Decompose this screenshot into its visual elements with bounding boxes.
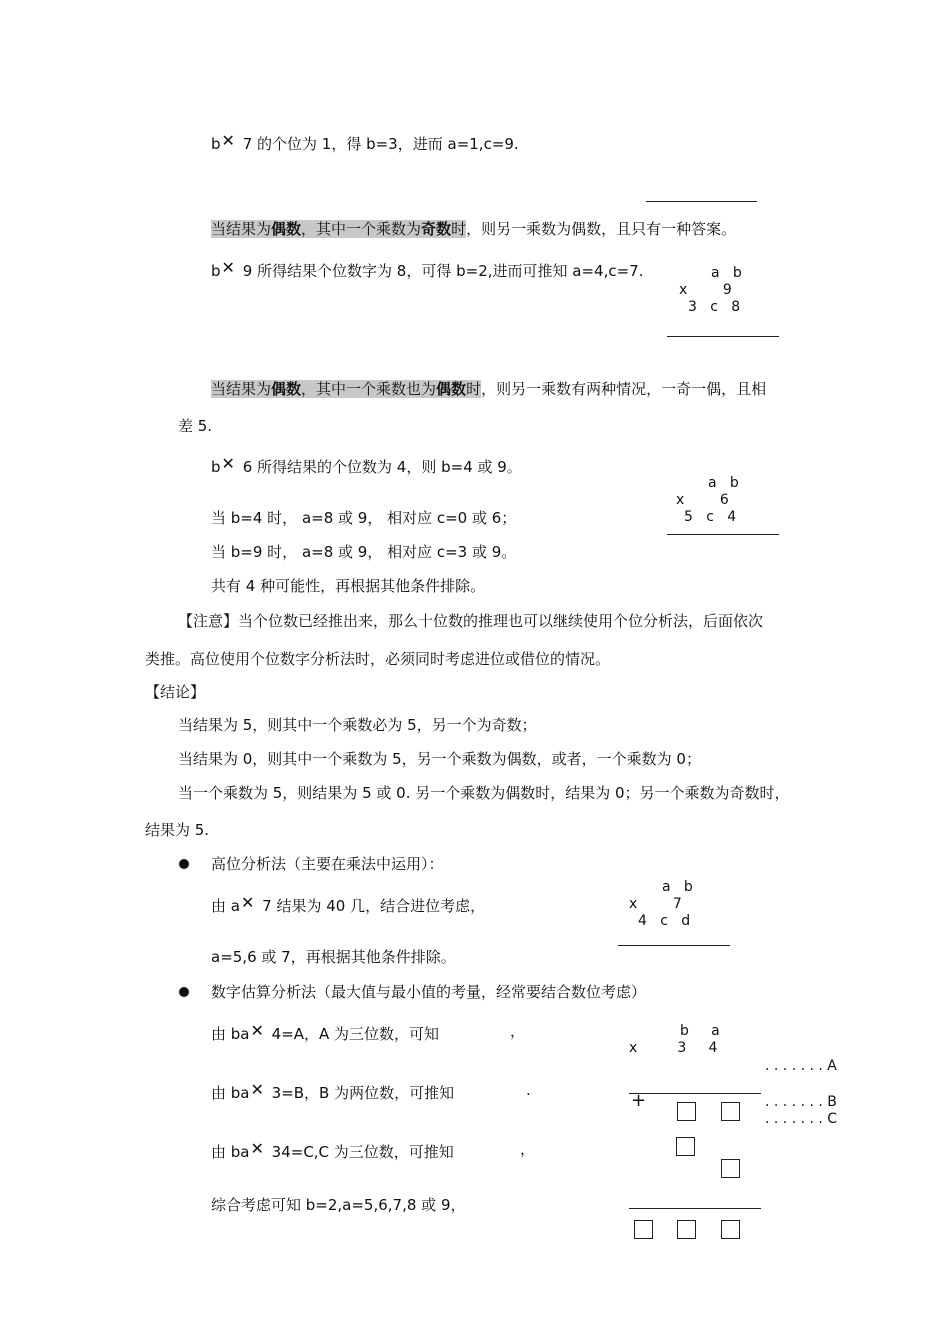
calc3-row2: x 7 <box>629 896 682 912</box>
estimate-line-4: 综合考虑可知 b=2,a=5,6,7,8 或 9， <box>211 1196 466 1214</box>
calc3-rule <box>618 945 730 946</box>
high-pos-title: 高位分析法（主要在乘法中运用）： <box>211 855 444 873</box>
calc4-rule-1 <box>629 1093 761 1094</box>
case-b9: 当 b=9 时， a=8 或 9， 相对应 c=3 或 9。 <box>211 543 517 561</box>
bullet-icon <box>179 987 189 997</box>
multiply-icon: ✕ <box>250 1080 264 1099</box>
multiply-icon: ✕ <box>250 1139 264 1158</box>
rule-even-even: 当结果为偶数，其中一个乘数也为偶数时，则另一乘数有两种情况，一奇一偶，且相 <box>211 380 767 398</box>
estimate-line-2: 由 ba✕ 3=B，B 为两位数，可推知 <box>211 1080 455 1102</box>
calc1-row2: x 9 <box>679 282 732 298</box>
conclusion-3: 当一个乘数为 5，则结果为 5 或 0. 另一个乘数为偶数时，结果为 0；另一个乘数为奇数时， <box>178 784 790 802</box>
calc2-row2: x 6 <box>676 492 729 508</box>
rule-even-even-cont: 差 5. <box>178 417 213 435</box>
digit-box <box>721 1220 740 1239</box>
digit-box <box>721 1159 740 1178</box>
multiply-icon: ✕ <box>221 258 235 277</box>
dots-b: . . . . . . . B <box>765 1094 837 1110</box>
calc4-row1: b a <box>680 1023 720 1039</box>
multiply-icon: ✕ <box>250 1021 264 1040</box>
note-line-2: 类推。高位使用个位数字分析法时，必须同时考虑进位或借位的情况。 <box>145 650 611 668</box>
calc2-row1: a b <box>708 475 739 491</box>
conclusion-2: 当结果为 0，则其中一个乘数为 5，另一个乘数为偶数，或者，一个乘数为 0； <box>178 750 701 768</box>
conclusion-title: 【结论】 <box>145 683 206 701</box>
calc3-row3: 4 c d <box>638 913 691 929</box>
calc-rule <box>646 201 757 202</box>
estimate-line-2-end: . <box>526 1081 531 1099</box>
plus-sign: + <box>631 1090 647 1111</box>
multiply-icon: ✕ <box>221 131 235 150</box>
conclusion-3-cont: 结果为 5. <box>145 821 210 839</box>
calc1-row1: a b <box>711 265 742 281</box>
high-pos-line-2: a=5,6 或 7，再根据其他条件排除。 <box>211 948 456 966</box>
estimate-line-1-end: ， <box>510 1022 526 1040</box>
estimate-line-3: 由 ba✕ 34=C,C 为三位数，可推知 <box>211 1139 454 1161</box>
estimate-title: 数字估算分析法（最大值与最小值的考量，经常要结合数位考虑） <box>211 983 647 1001</box>
case-b4: 当 b=4 时， a=8 或 9， 相对应 c=0 或 6； <box>211 509 517 527</box>
rule-even-odd: 当结果为偶数，其中一个乘数为奇数时，则另一乘数为偶数，且只有一种答案。 <box>211 220 737 238</box>
digit-box <box>677 1220 696 1239</box>
deduction-line-1: b✕ 7 的个位为 1，得 b=3，进而 a=1,c=9. <box>211 131 519 153</box>
digit-box <box>676 1137 695 1156</box>
dots-a: . . . . . . . A <box>765 1058 837 1074</box>
deduction-line-3: b✕ 6 所得结果的个位数为 4，则 b=4 或 9。 <box>211 454 522 476</box>
conclusion-1: 当结果为 5，则其中一个乘数必为 5，另一个为奇数； <box>178 716 537 734</box>
digit-box <box>634 1220 653 1239</box>
bullet-icon <box>179 859 189 869</box>
calc2-row3: 5 c 4 <box>684 509 737 525</box>
estimate-line-3-end: ， <box>520 1140 536 1158</box>
note-line-1: 【注意】当个位数已经推出来，那么十位数的推理也可以继续使用个位分析法，后面依次 <box>178 612 764 630</box>
dots-c: . . . . . . . C <box>765 1111 838 1127</box>
calc4-row2: x 3 4 <box>629 1040 718 1056</box>
deduction-line-2: b✕ 9 所得结果个位数字为 8，可得 b=2,进而可推知 a=4,c=7. <box>211 258 644 280</box>
estimate-line-1: 由 ba✕ 4=A，A 为三位数，可知 <box>211 1021 440 1043</box>
digit-box <box>721 1102 740 1121</box>
calc1-row3: 3 c 8 <box>688 299 741 315</box>
calc3-row1: a b <box>662 879 693 895</box>
calc4-rule-2 <box>629 1208 761 1209</box>
calc1-rule <box>667 336 779 337</box>
multiply-icon: ✕ <box>221 454 235 473</box>
high-pos-line-1: 由 a✕ 7 结果为 40 几，结合进位考虑， <box>211 893 486 915</box>
multiply-icon: ✕ <box>240 893 255 912</box>
digit-box <box>677 1102 696 1121</box>
calc2-rule <box>667 534 779 535</box>
total-possibilities: 共有 4 种可能性，再根据其他条件排除。 <box>211 577 486 595</box>
